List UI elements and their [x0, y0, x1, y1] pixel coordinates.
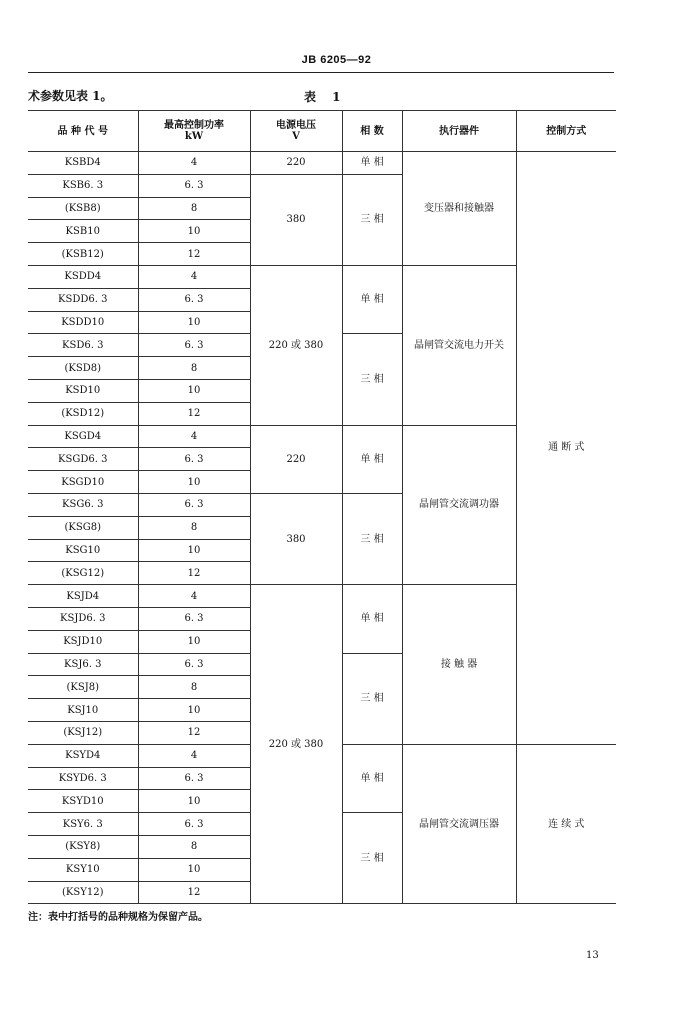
cell-phase: 三 相 — [342, 813, 402, 904]
table-header-row — [28, 111, 616, 152]
cell-voltage: 220 — [250, 152, 342, 175]
cell-power: 6. 3 — [138, 174, 250, 197]
cell-code: KSDD6. 3 — [28, 288, 138, 311]
cell-power: 12 — [138, 243, 250, 266]
cell-code: KSD6. 3 — [28, 334, 138, 357]
cell-power: 4 — [138, 744, 250, 767]
col-header-voltage: 电源电压 V — [250, 111, 342, 152]
cell-power: 12 — [138, 721, 250, 744]
cell-actuator: 晶闸管交流调压器 — [402, 744, 516, 904]
cell-power: 6. 3 — [138, 767, 250, 790]
cell-voltage: 220 — [250, 425, 342, 493]
cell-code: (KSB8) — [28, 197, 138, 220]
document-header: JB 6205—92 — [301, 54, 372, 66]
cell-power: 6. 3 — [138, 334, 250, 357]
cell-code: KSGD4 — [28, 425, 138, 448]
cell-code: (KSG12) — [28, 562, 138, 585]
cell-phase: 单 相 — [342, 152, 402, 175]
cell-power: 10 — [138, 790, 250, 813]
cell-actuator: 变压器和接触器 — [402, 152, 516, 266]
cell-code: (KSB12) — [28, 243, 138, 266]
cell-code: KSG6. 3 — [28, 493, 138, 516]
cell-phase: 三 相 — [342, 334, 402, 425]
cell-voltage: 220 或 380 — [250, 265, 342, 425]
cell-code: KSYD6. 3 — [28, 767, 138, 790]
cell-actuator: 接 触 器 — [402, 585, 516, 745]
cell-power: 12 — [138, 402, 250, 425]
header-rule — [28, 72, 614, 73]
cell-power: 10 — [138, 630, 250, 653]
cell-power: 10 — [138, 220, 250, 243]
cell-power: 6. 3 — [138, 288, 250, 311]
cell-power: 10 — [138, 699, 250, 722]
cell-code: KSYD10 — [28, 790, 138, 813]
intro-text: 术参数见表 1。 — [28, 89, 113, 103]
cell-power: 10 — [138, 471, 250, 494]
cell-voltage: 380 — [250, 493, 342, 584]
cell-power: 8 — [138, 676, 250, 699]
table-note: 注：表中打括号的品种规格为保留产品。 — [28, 912, 208, 923]
page-number: 13 — [586, 950, 599, 961]
cell-control-mode: 连 续 式 — [516, 744, 616, 904]
cell-power: 6. 3 — [138, 607, 250, 630]
cell-code: (KSD8) — [28, 357, 138, 380]
cell-power: 6. 3 — [138, 448, 250, 471]
table-title: 表 1 — [304, 90, 347, 104]
cell-power: 4 — [138, 425, 250, 448]
cell-code: KSJD10 — [28, 630, 138, 653]
table-row — [28, 152, 616, 175]
cell-power: 12 — [138, 881, 250, 904]
cell-code: KSGD10 — [28, 471, 138, 494]
cell-code: KSB10 — [28, 220, 138, 243]
cell-code: (KSD12) — [28, 402, 138, 425]
cell-actuator: 晶闸管交流电力开关 — [402, 265, 516, 425]
cell-power: 4 — [138, 585, 250, 608]
cell-power: 10 — [138, 311, 250, 334]
cell-power: 8 — [138, 357, 250, 380]
cell-code: KSJ6. 3 — [28, 653, 138, 676]
cell-power: 4 — [138, 152, 250, 175]
cell-phase: 单 相 — [342, 425, 402, 493]
cell-code: KSJD6. 3 — [28, 607, 138, 630]
col-header-control-mode: 控制方式 — [516, 111, 616, 152]
cell-code: KSD10 — [28, 379, 138, 402]
cell-voltage: 220 或 380 — [250, 585, 342, 904]
cell-power: 6. 3 — [138, 813, 250, 836]
cell-power: 6. 3 — [138, 653, 250, 676]
cell-phase: 单 相 — [342, 744, 402, 812]
cell-code: KSY10 — [28, 858, 138, 881]
spec-table — [28, 110, 616, 904]
cell-code: KSBD4 — [28, 152, 138, 175]
cell-code: (KSJ8) — [28, 676, 138, 699]
cell-phase: 三 相 — [342, 493, 402, 584]
cell-code: (KSJ12) — [28, 721, 138, 744]
cell-code: KSDD10 — [28, 311, 138, 334]
cell-voltage: 380 — [250, 174, 342, 265]
cell-phase: 三 相 — [342, 174, 402, 265]
cell-code: KSB6. 3 — [28, 174, 138, 197]
cell-code: KSYD4 — [28, 744, 138, 767]
cell-phase: 单 相 — [342, 265, 402, 333]
cell-power: 8 — [138, 516, 250, 539]
cell-power: 12 — [138, 562, 250, 585]
cell-power: 4 — [138, 265, 250, 288]
cell-phase: 三 相 — [342, 653, 402, 744]
col-header-max-power: 最高控制功率 kW — [138, 111, 250, 152]
col-header-variety-code: 品 种 代 号 — [28, 111, 138, 152]
cell-code: KSG10 — [28, 539, 138, 562]
cell-phase: 单 相 — [342, 585, 402, 653]
col-header-actuator: 执行器件 — [402, 111, 516, 152]
cell-actuator: 晶闸管交流调功器 — [402, 425, 516, 585]
cell-code: KSGD6. 3 — [28, 448, 138, 471]
cell-code: KSJD4 — [28, 585, 138, 608]
cell-code: KSY6. 3 — [28, 813, 138, 836]
cell-code: (KSY12) — [28, 881, 138, 904]
cell-power: 10 — [138, 858, 250, 881]
cell-code: (KSG8) — [28, 516, 138, 539]
cell-power: 6. 3 — [138, 493, 250, 516]
cell-code: KSJ10 — [28, 699, 138, 722]
cell-power: 8 — [138, 835, 250, 858]
cell-power: 10 — [138, 539, 250, 562]
cell-code: KSDD4 — [28, 265, 138, 288]
cell-power: 10 — [138, 379, 250, 402]
col-header-phase: 相 数 — [342, 111, 402, 152]
cell-power: 8 — [138, 197, 250, 220]
cell-code: (KSY8) — [28, 835, 138, 858]
cell-control-mode: 通 断 式 — [516, 152, 616, 745]
